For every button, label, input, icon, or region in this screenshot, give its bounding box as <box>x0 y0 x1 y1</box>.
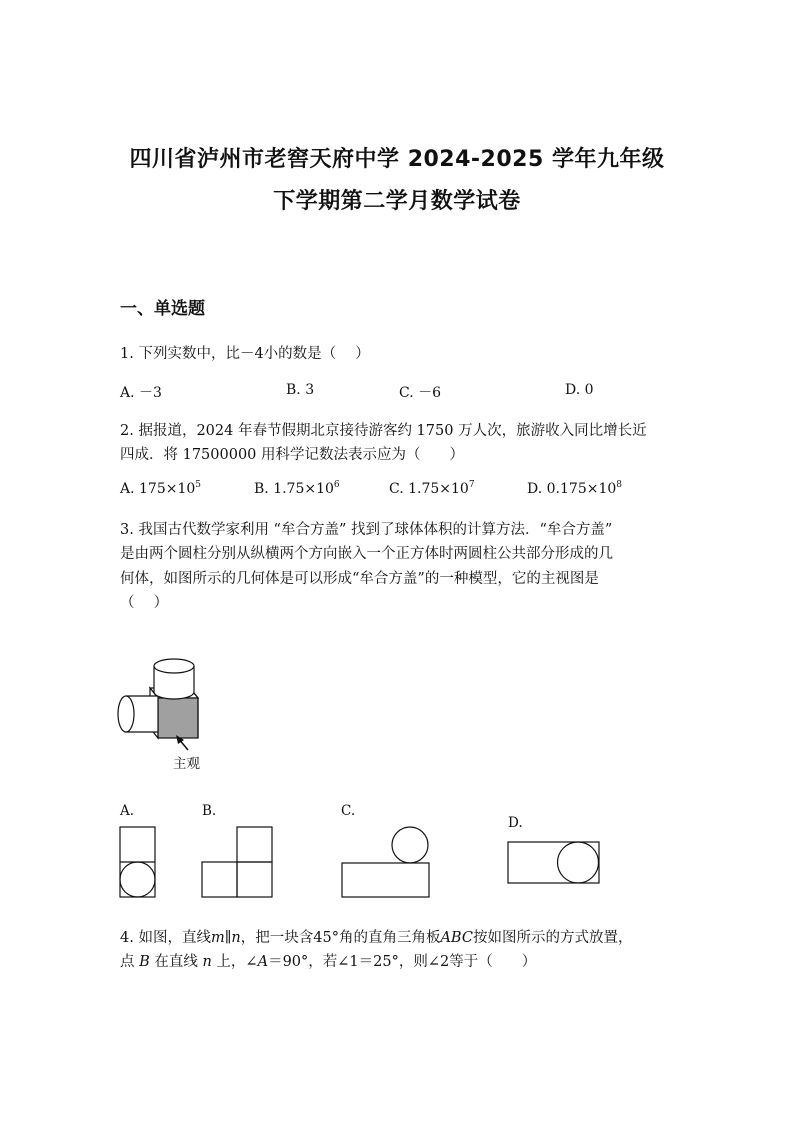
q3-option-d-label: D. <box>508 815 523 831</box>
q3-option-c-label: C. <box>341 803 356 819</box>
q3-stem-line4: （ ） <box>120 595 169 611</box>
solid-model-figure <box>112 652 222 777</box>
q3-stem-line3: 何体，如图所示的几何体是可以形成“牟合方盖”的一种模型，它的主视图是 <box>120 571 599 587</box>
q2-option-c: C. $1.75\times 10^7$ <box>389 480 475 497</box>
q2-option-d: D. $0.175\times 10^8$ <box>527 480 622 497</box>
q2-option-b: B. $1.75\times 10^6$ <box>254 480 340 497</box>
q1-option-a: A. －3 <box>120 385 162 401</box>
q4-stem-line1: 4. 如图，直线m∥n，把一块含45°角的直角三角板ABC按如图所示的方式放置， <box>120 930 633 946</box>
q1-option-d: D. 0 <box>565 382 594 398</box>
q3-option-b-figure <box>201 826 275 900</box>
q1-stem: 1. 下列实数中，比－4小的数是（ ） <box>120 346 370 362</box>
q2-option-a: A. $175\times 10^5$ <box>120 480 202 497</box>
q3-option-b-label: B. <box>202 803 217 819</box>
shaded-front-face <box>158 698 198 738</box>
q3-stem-line1: 3. 我国古代数学家利用 “牟合方盖” 找到了球体体积的计算方法．“牟合方盖” <box>120 522 613 538</box>
q2-stem-line2: 四成．将 17500000 用科学记数法表示应为（ ） <box>120 447 465 463</box>
q4-stem-line2: 点 B 在直线 n 上，∠A＝90°，若∠1＝25°，则∠2等于（ ） <box>120 954 537 970</box>
q3-option-c-figure <box>340 826 432 900</box>
q3-option-d-figure <box>507 840 603 886</box>
q3-option-a-figure <box>119 826 157 900</box>
q1-option-b: B. 3 <box>286 382 315 398</box>
page-title-line2: 下学期第二学月数学试卷 <box>273 189 521 214</box>
section-heading: 一、单选题 <box>120 299 205 319</box>
figure-caption: 主观 <box>173 756 200 772</box>
q3-option-a-label: A. <box>120 803 135 819</box>
page-title-line1: 四川省泸州市老窖天府中学 2024-2025 学年九年级 <box>129 147 665 172</box>
q1-option-c: C. －6 <box>399 385 442 401</box>
q2-stem-line1: 2. 据报道，2024 年春节假期北京接待游客约 1750 万人次，旅游收入同比增长近 <box>120 423 647 439</box>
q3-stem-line2: 是由两个圆柱分别从纵横两个方向嵌入一个正方体时两圆柱公共部分形成的几 <box>120 546 613 562</box>
